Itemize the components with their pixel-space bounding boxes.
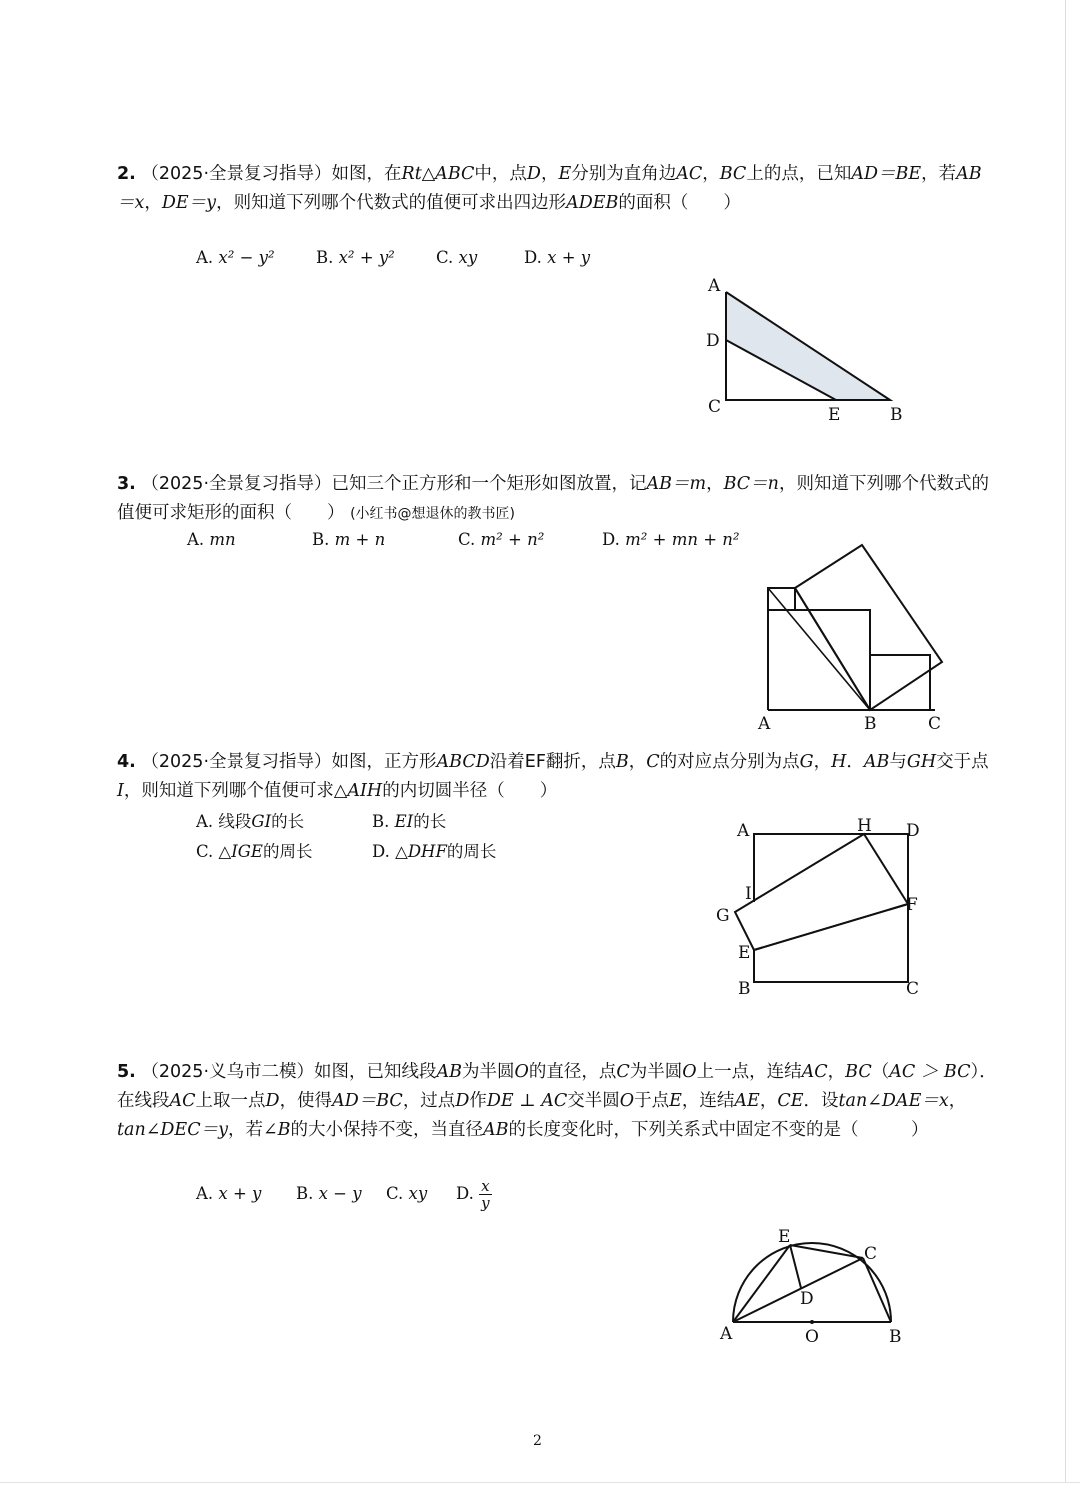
option-value: x + y	[547, 248, 591, 267]
math: D	[526, 164, 541, 184]
label-g: G	[716, 906, 730, 926]
text: 沿着EF翻折，点	[489, 752, 616, 772]
text: 的对应点分别为点	[659, 752, 800, 772]
math: △AIH	[333, 781, 383, 801]
label-d: D	[706, 331, 720, 351]
option-text: 的长	[413, 812, 447, 831]
option-value: m² + mn + n²	[625, 530, 740, 549]
label-d: D	[800, 1289, 814, 1309]
question-3-stem: 3. （2025·全景复习指导）已知三个正方形和一个矩形如图放置，记AB＝m，BC＝n，则知道下列哪个代数式的值便可求矩形的面积（ ） (小红书@想退休的教书匠)	[117, 474, 989, 523]
option-label: C.	[386, 1184, 409, 1203]
text: 的长度变化时，下列关系式中固定不变的是（ ）	[508, 1120, 929, 1140]
fraction-denominator: y	[481, 1194, 490, 1212]
math: Rt△ABC	[401, 164, 475, 184]
option-value: m² + n²	[480, 530, 545, 549]
option-value: EI	[394, 812, 414, 831]
text: ，若	[921, 164, 957, 184]
option-text: 的周长	[446, 842, 497, 861]
option-value: m + n	[334, 530, 386, 549]
question-number: 2.	[117, 164, 136, 184]
math: AC	[169, 1091, 196, 1111]
segment-bc	[863, 1258, 891, 1322]
math: AC ＞ BC	[889, 1062, 971, 1082]
label-h: H	[857, 816, 872, 836]
math: BC	[719, 164, 747, 184]
option-value: xy	[458, 248, 478, 267]
text: ，使得	[279, 1091, 333, 1111]
question-4-stem: 4. （2025·全景复习指导）如图，正方形ABCD沿着EF翻折，点B，C的对应点分别为点G，H．AB与GH交于点I，则知道下列哪个值便可求△AIH的内切圆半径（ ）	[117, 752, 989, 801]
label-b: B	[889, 1327, 902, 1347]
option-label: C.	[436, 248, 459, 267]
math: CE	[777, 1091, 804, 1111]
text: 上一点，连结	[696, 1062, 802, 1082]
math: tan∠DEC＝y	[117, 1120, 228, 1140]
option-value: GI	[251, 812, 272, 831]
label-f: F	[906, 895, 918, 915]
option-label: D.	[602, 530, 626, 549]
option-label: A.	[196, 1184, 219, 1203]
text: ．在线段	[117, 1062, 997, 1111]
question-number: 3.	[117, 474, 136, 494]
label-d: D	[906, 821, 920, 841]
fraction-numerator: x	[481, 1177, 490, 1195]
math: I	[117, 781, 124, 801]
math: AB	[863, 752, 890, 772]
math: E	[558, 164, 572, 184]
math: DE ⊥ AC	[486, 1091, 568, 1111]
text: ，	[540, 164, 559, 184]
option-label: C.	[196, 842, 219, 861]
label-a: A	[720, 1324, 733, 1344]
text: （	[871, 1062, 890, 1082]
option-label: B.	[372, 812, 395, 831]
label-c: C	[864, 1244, 878, 1264]
math: C	[646, 752, 660, 772]
text: 与	[889, 752, 907, 772]
text: 上的点，已知	[746, 164, 852, 184]
option-label: D.	[456, 1184, 480, 1203]
math: O	[619, 1091, 635, 1111]
label-e: E	[778, 1227, 791, 1247]
label-o: O	[805, 1327, 819, 1347]
option-value: x + y	[218, 1184, 262, 1203]
text: 如图，已知线段	[314, 1062, 437, 1082]
option-text: 线段	[218, 812, 252, 831]
label-b: B	[864, 714, 877, 734]
option-label: A.	[196, 812, 219, 831]
label-a: A	[737, 821, 750, 841]
math: ADEB	[566, 193, 619, 213]
math: AB	[483, 1120, 509, 1140]
math: AE	[734, 1091, 760, 1111]
text: 交于点	[936, 752, 989, 772]
math: AB＝x	[117, 164, 982, 213]
option-value: mn	[209, 530, 236, 549]
option-label: B.	[316, 248, 339, 267]
text: ）	[970, 1062, 980, 1082]
text: ，则知道下列哪个代数式的值便可求出四边形	[216, 193, 567, 213]
math: BC＝n	[723, 474, 779, 494]
option-text: 的周长	[262, 842, 313, 861]
question-number: 4.	[117, 752, 136, 772]
option-label: D.	[372, 842, 396, 861]
math: AB	[436, 1062, 463, 1082]
segment-ac	[733, 1258, 863, 1322]
label-b: B	[890, 405, 903, 425]
text: ．设	[803, 1091, 839, 1111]
label-a: A	[708, 276, 721, 296]
text: 交半圆	[567, 1091, 620, 1111]
question-source: （2025·义乌市二模）	[141, 1062, 315, 1082]
option-value: x² + y²	[338, 248, 395, 267]
label-a: A	[758, 714, 771, 734]
text: 上取一点	[195, 1091, 266, 1111]
text: ，则知道下列哪个值便可求	[123, 781, 334, 801]
option-label: C.	[458, 530, 481, 549]
label-e: E	[828, 405, 841, 425]
math: O	[514, 1062, 529, 1082]
text: 的大小保持不变，当直径	[290, 1120, 484, 1140]
label-i: I	[745, 884, 752, 904]
question-source: （2025·全景复习指导）	[141, 752, 332, 772]
label-c: C	[928, 714, 942, 734]
option-label: B.	[312, 530, 335, 549]
text: 已知三个正方形和一个矩形如图放置，记	[331, 474, 647, 494]
text: 为半圆	[629, 1062, 683, 1082]
math: BE	[895, 164, 922, 184]
label-b: B	[738, 979, 751, 999]
math: AC	[676, 164, 703, 184]
option-value: xy	[408, 1184, 428, 1203]
question-source: （2025·全景复习指导）	[141, 474, 332, 494]
math: B	[615, 752, 629, 772]
option-label: A.	[187, 530, 210, 549]
option-text: 的长	[271, 812, 305, 831]
label-c: C	[906, 979, 920, 999]
text: 作	[469, 1091, 487, 1111]
option-value: x − y	[318, 1184, 362, 1203]
question-number: 5.	[117, 1062, 136, 1082]
math: AD＝	[851, 164, 896, 184]
text: 分别为直角边	[571, 164, 677, 184]
text: ，连结	[681, 1091, 735, 1111]
segment-ed	[790, 1245, 801, 1288]
text: ，则知道下列哪个代数式的值便可求矩形的面积（ ）	[117, 474, 989, 523]
math: O	[682, 1062, 697, 1082]
text: 如图，在	[331, 164, 402, 184]
text: 如图，正方形	[331, 752, 437, 772]
math: AB＝m	[646, 474, 707, 494]
math: D	[455, 1091, 470, 1111]
text: ，	[702, 164, 720, 184]
watermark-note: (小红书@想退休的教书匠)	[350, 506, 516, 522]
label-e: E	[738, 943, 751, 963]
segment-ec	[790, 1245, 863, 1258]
math: D	[265, 1091, 280, 1111]
math: G	[799, 752, 814, 772]
question-source: （2025·全景复习指导）	[141, 164, 332, 184]
math: ABCD	[436, 752, 490, 772]
text: 的面积（ ）	[618, 193, 741, 213]
text: 的内切圆半径（ ）	[382, 781, 558, 801]
option-value: △IGE	[218, 842, 263, 861]
math: H	[831, 752, 847, 772]
math: C	[616, 1062, 630, 1082]
text: 为半圆	[462, 1062, 515, 1082]
math: DE＝y	[161, 193, 217, 213]
label-c: C	[708, 397, 722, 417]
center-point-o	[810, 1320, 814, 1324]
math: GH	[906, 752, 937, 772]
text: ，	[144, 193, 162, 213]
page-number: 2	[533, 1433, 542, 1449]
text: 中，点	[474, 164, 527, 184]
option-label: B.	[296, 1184, 319, 1203]
math: ∠B	[262, 1120, 291, 1140]
text: 于点	[634, 1091, 670, 1111]
option-value: △DHF	[395, 842, 447, 861]
text: 的直径，点	[528, 1062, 617, 1082]
question-5-stem: 5. （2025·义乌市二模）如图，已知线段AB为半圆O的直径，点C为半圆O上一点，连结AC，BC（AC ＞ BC）．在线段AC上取一点D，使得AD＝BC，过点D作DE ⊥ AC交半圆O于点E，连结AE，CE．设tan∠DAE＝x，tan∠DEC＝y，若∠B的大小保持不变，当直径AB的长度变化时，下列关系式中固定不变的是（ ）	[117, 1062, 997, 1140]
text: ，若	[227, 1120, 263, 1140]
option-label: A.	[196, 248, 219, 267]
text: ，过点	[402, 1091, 456, 1111]
segment-ae	[733, 1245, 790, 1322]
option-value: x² − y²	[218, 248, 275, 267]
math: AC	[801, 1062, 828, 1082]
math: E	[669, 1091, 682, 1111]
math: tan∠DAE＝x	[838, 1091, 949, 1111]
math: BC	[845, 1062, 872, 1082]
math: AD＝BC	[332, 1091, 403, 1111]
option-label: D.	[524, 248, 548, 267]
